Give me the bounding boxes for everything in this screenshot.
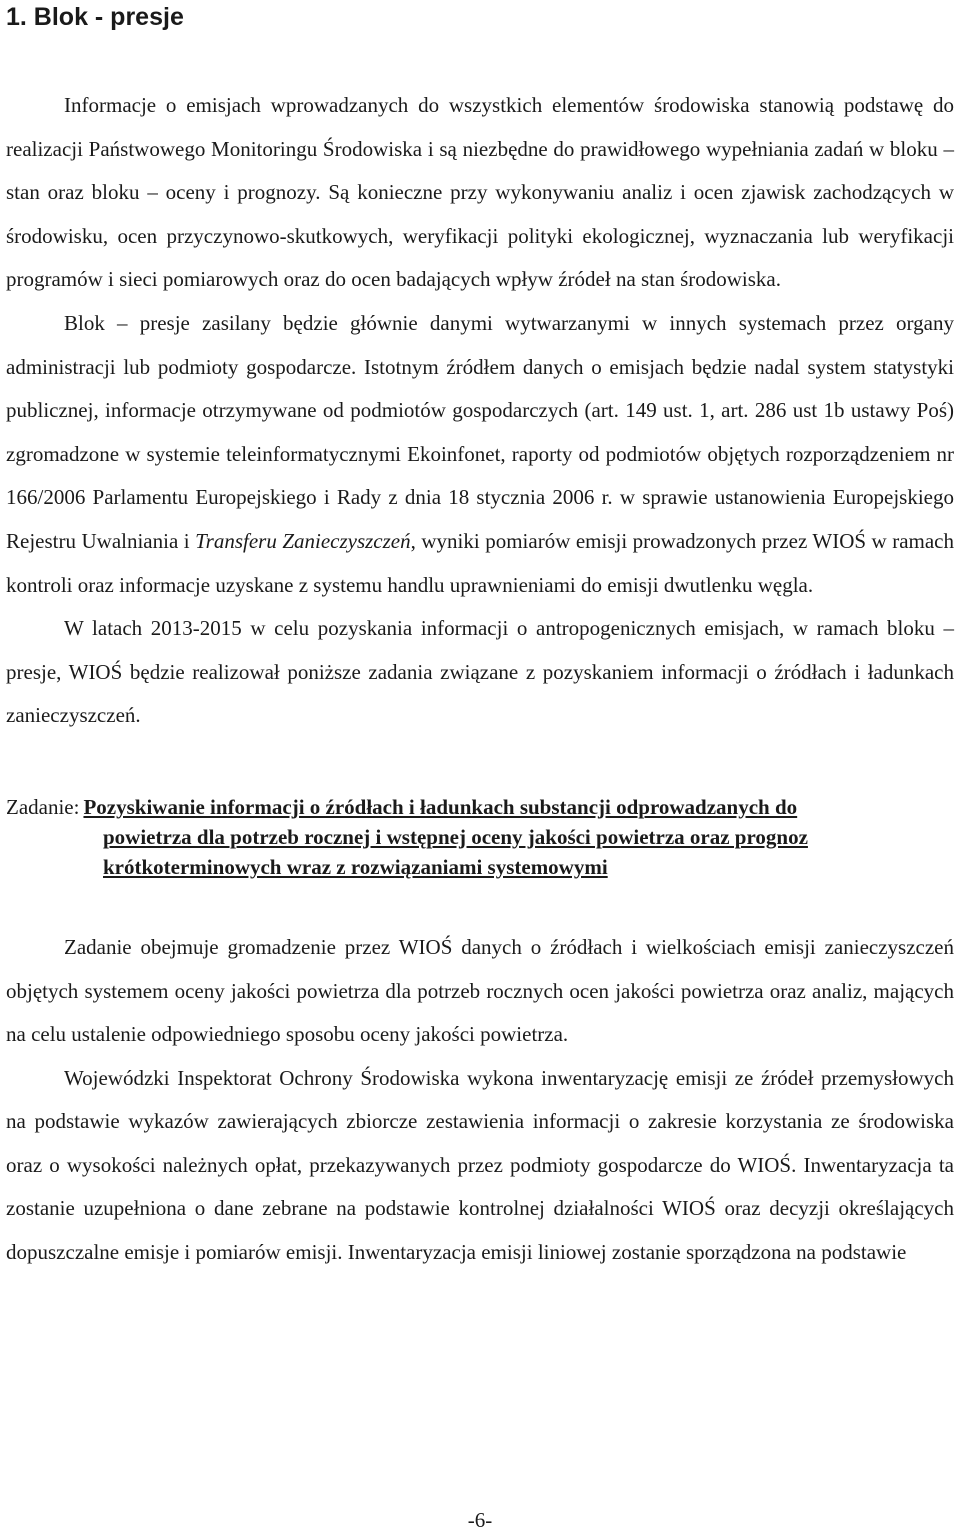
paragraph-data-sources	[6, 302, 954, 607]
paragraph-data-sources-text: Blok – presje zasilany będzie głównie danymi wytwarzanymi w innych systemach przez organy administracji lub podmioty gospodarcze. Istotnym źródłem danych o emisjach będzie nadal system statystyki publicznej, informacje otrzymywane od podmiotów gospodarczych (art. 149 ust. 1, art. 286 ust 1b ustawy Poś) zgromadzone w systemie teleinformatycznymi Ekoinfonet, raporty od podmiotów objętych rozporządzeniem nr 166/2006 Parlamentu Europejskiego i Rady z dnia 18 stycznia 2006 r. w sprawie ustanowienia Europejskiego Rejestru Uwalniania i	[6, 310, 954, 553]
paragraph-data-sources-end: , wyniki pomiarów emisji prowadzonych przez WIOŚ w ramach kontroli oraz informacje uzyskane z systemu handlu uprawnieniami do emisji dwutlenku węgla.	[6, 528, 954, 597]
task-title-line3: krótkoterminowych wraz z rozwiązaniami systemowymi	[103, 854, 608, 879]
paragraph-plan: W latach 2013-2015 w celu pozyskania informacji o antropogenicznych emisjach, w ramach bloku – presje, WIOŚ będzie realizował poniższe zadania związane z pozyskaniem informacji o źródłach i ładunkach zanieczyszczeń.	[6, 616, 954, 728]
task-title-line1: Pozyskiwanie informacji o źródłach i ładunkach substancji odprowadzanych do	[83, 794, 798, 819]
paragraph-task-scope: Zadanie obejmuje gromadzenie przez WIOŚ danych o źródłach i wielkościach emisji zanieczyszczeń objętych systemem oceny jakości powietrza dla potrzeb rocznych ocen jakości powietrza oraz analiz, mających na celu ustalenie odpowiedniego sposobu oceny jakości powietrza.	[6, 934, 954, 1047]
task-block	[6, 792, 954, 822]
paragraph-intro: Informacje o emisjach wprowadzanych do wszystkich elementów środowiska stanowią podstawę do realizacji Państwowego Monitoringu Środowiska i są niezbędne do prawidłowego wypełniania zadań w bloku – stan oraz bloku – oceny i prognozy. Są konieczne przy wykonywaniu analiz i ocen zjawisk zachodzących w środowisku, ocen przyczynowo-skutkowych, weryfikacji polityki ekologicznej, wyznaczania lub weryfikacji programów i sieci pomiarowych oraz do ocen badających wpływ źródeł na stan środowiska.	[6, 93, 954, 292]
section-heading: 1. Blok - presje	[6, 3, 184, 31]
task-title-line2: powietrza dla potrzeb rocznej i wstępnej oceny jakości powietrza oraz prognoz	[103, 824, 808, 849]
italic-term: Transferu Zanieczyszczeń	[195, 528, 411, 553]
paragraph-inventory: Wojewódzki Inspektorat Ochrony Środowiska wykona inwentaryzację emisji ze źródeł przemysłowych na podstawie wykazów zawierających zbiorcze zestawienia informacji o zakresie korzystania ze środowiska oraz o wysokości należnych opłat, przekazywanych przez podmioty gospodarcze do WIOŚ. Inwentaryzacja ta zostanie uzupełniona o dane zebrane na podstawie kontrolnej działalności WIOŚ oraz decyzji określających dopuszczalne emisje i pomiarów emisji. Inwentaryzacja emisji liniowej zostanie sporządzona na podstawie	[6, 1065, 954, 1265]
task-label: Zadanie:	[6, 794, 80, 819]
page-number: -6-	[467, 1508, 493, 1532]
